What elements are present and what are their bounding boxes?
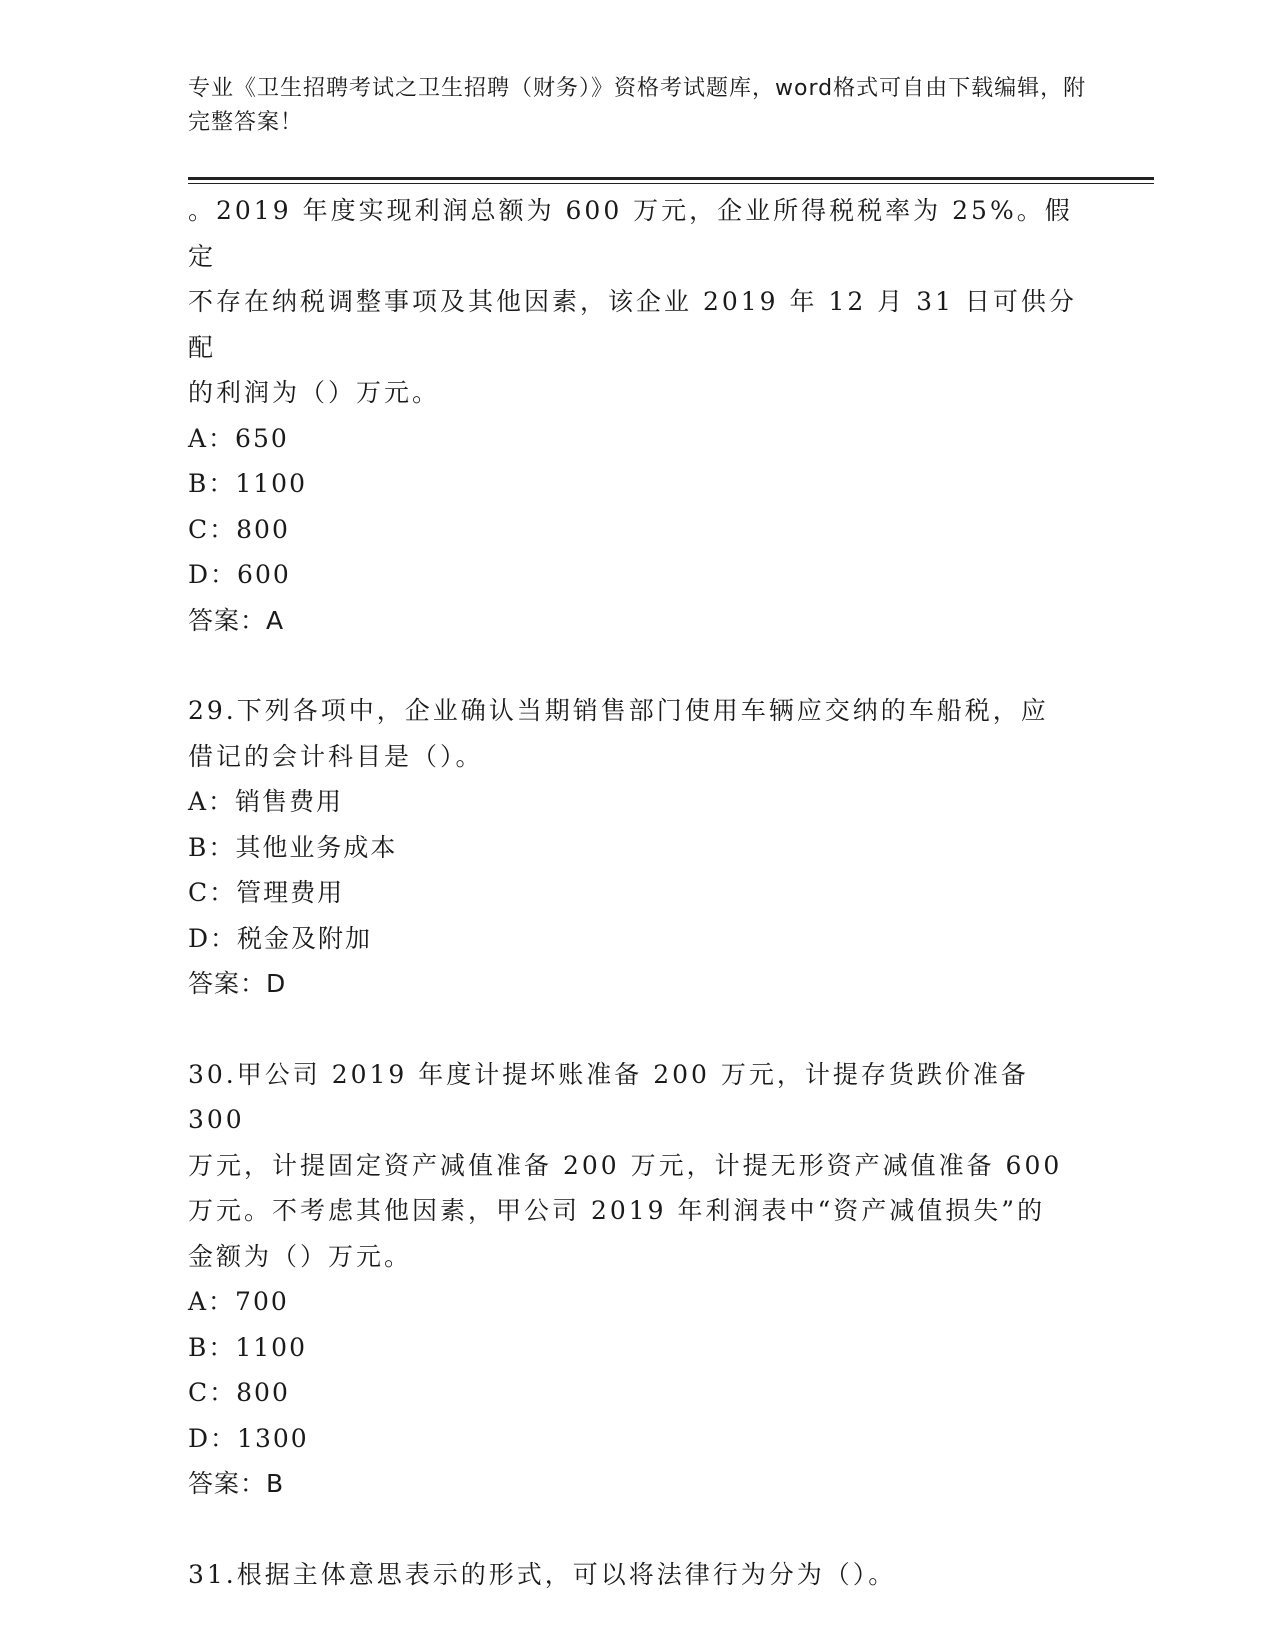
question-line: 。2019 年度实现利润总额为 600 万元，企业所得税税率为 25%。假定 <box>188 196 1073 271</box>
question-line: 31.根据主体意思表示的形式，可以将法律行为分为（）。 <box>188 1559 897 1589</box>
option-a: A：700 <box>188 1287 289 1316</box>
question-line: 万元，计提固定资产减值准备 200 万元，计提无形资产减值准备 600 <box>188 1150 1063 1180</box>
question-block <box>188 188 1088 643</box>
spacer <box>188 1507 1088 1552</box>
option-d: D：1300 <box>188 1423 309 1453</box>
option-a: A：销售费用 <box>188 787 344 816</box>
question-list <box>188 188 1088 1597</box>
answer-line: 答案：D <box>188 969 287 998</box>
option-b: B：1100 <box>188 1332 307 1362</box>
question-line: 30.甲公司 2019 年度计提坏账准备 200 万元，计提存货跌价准备 300 <box>188 1059 1029 1134</box>
question-line: 万元。不考虑其他因素，甲公司 2019 年利润表中“资产减值损失”的 <box>188 1196 1046 1225</box>
option-c: C：管理费用 <box>188 878 345 907</box>
spacer <box>188 643 1088 688</box>
page-header: 专业《卫生招聘考试之卫生招聘（财务）》资格考试题库，word格式可自由下载编辑，附完整答案！ <box>188 76 1087 135</box>
option-d: D：600 <box>188 560 291 589</box>
question-line: 借记的会计科目是（）。 <box>188 741 484 771</box>
question-block <box>188 1552 1088 1598</box>
question-line: 的利润为（）万元。 <box>188 378 441 407</box>
header-rule-thick <box>188 177 1154 180</box>
question-line: 29.下列各项中，企业确认当期销售部门使用车辆应交纳的车船税，应 <box>188 696 1049 725</box>
spacer <box>188 1007 1088 1052</box>
question-line: 金额为（）万元。 <box>188 1241 413 1271</box>
option-c: C：800 <box>188 1378 290 1407</box>
option-c: C：800 <box>188 514 290 544</box>
answer-line: 答案：B <box>188 1469 285 1498</box>
option-d: D：税金及附加 <box>188 923 373 953</box>
option-b: B：其他业务成本 <box>188 832 398 862</box>
option-b: B：1100 <box>188 469 307 498</box>
option-a: A：650 <box>188 423 289 453</box>
question-block <box>188 1052 1088 1507</box>
question-block <box>188 688 1088 1007</box>
header-rule-thin <box>188 183 1154 184</box>
answer-line: 答案：A <box>188 605 285 635</box>
question-line: 不存在纳税调整事项及其他因素，该企业 2019 年 12 月 31 日可供分配 <box>188 287 1077 362</box>
